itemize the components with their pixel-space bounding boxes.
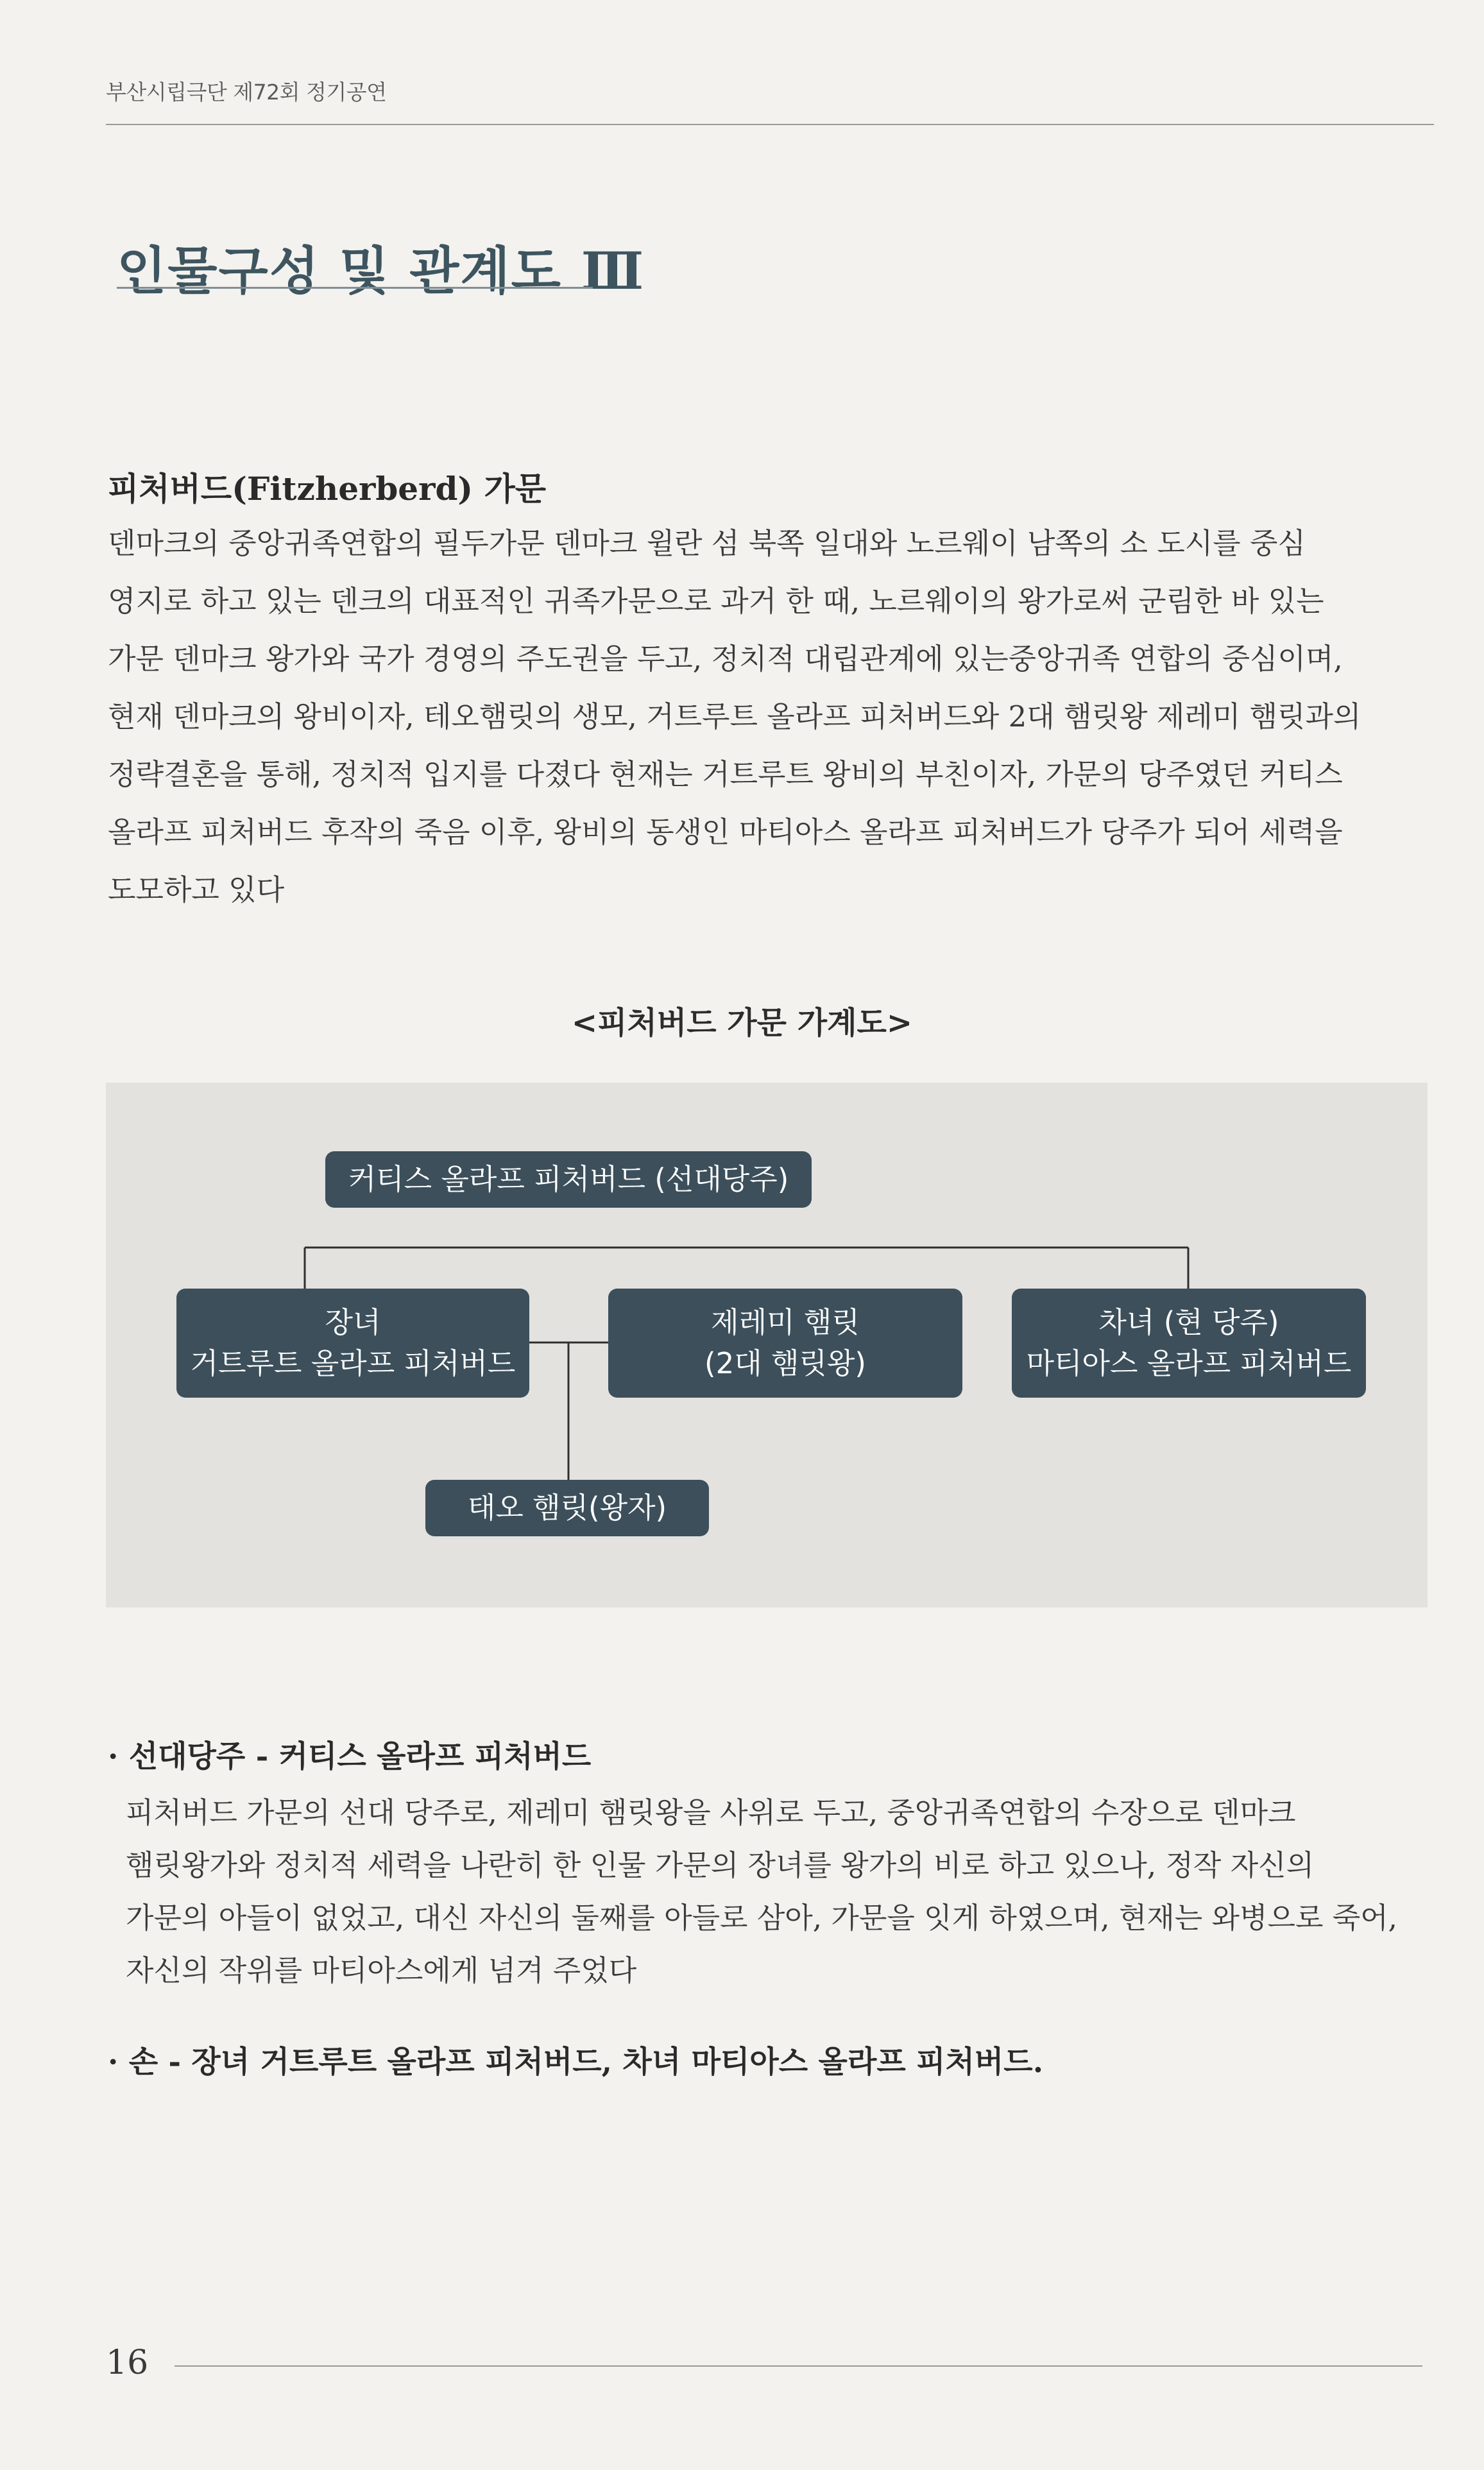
tree-node-second-daughter-line1: 차녀 (현 당주) bbox=[1098, 1305, 1279, 1339]
intro-line: 가문 덴마크 왕가와 국가 경영의 주도권을 두고, 정치적 대립관계에 있는중앙귀족 연합의 중심이며, bbox=[108, 642, 1343, 676]
tree-node-eldest-daughter bbox=[176, 1289, 529, 1398]
children-heading: · 손 - 장녀 거트루트 올라프 피처버드, 차녀 마티아스 올라프 피처버드. bbox=[108, 2045, 1044, 2080]
founder-line: 자신의 작위를 마티아스에게 넘겨 주었다 bbox=[126, 1953, 637, 1987]
intro-line: 도모하고 있다 bbox=[108, 873, 285, 907]
section-title: 인물구성 및 관계도 Ⅲ bbox=[117, 241, 645, 301]
founder-heading: · 선대당주 - 커티스 올라프 피처버드 bbox=[108, 1739, 592, 1774]
tree-node-jeremy bbox=[608, 1289, 962, 1398]
intro-line: 영지로 하고 있는 덴크의 대표적인 귀족가문으로 과거 한 때, 노르웨이의 왕가로써 군림한 바 있는 bbox=[108, 584, 1324, 618]
intro-line: 올라프 피처버드 후작의 죽음 이후, 왕비의 동생인 마티아스 올라프 피처버드가 당주가 되어 세력을 bbox=[108, 815, 1343, 849]
header-rule bbox=[106, 124, 1434, 125]
section-title-underline bbox=[117, 287, 593, 289]
footer-rule bbox=[175, 2365, 1422, 2367]
family-tree-caption: <피처버드 가문 가계도> bbox=[571, 1005, 913, 1041]
tree-node-second-daughter bbox=[1012, 1289, 1366, 1398]
tree-node-theo-label: 태오 햄릿(왕자) bbox=[467, 1491, 667, 1525]
founder-line: 가문의 아들이 없었고, 대신 자신의 둘째를 아들로 삼아, 가문을 잇게 하였으며, 현재는 와병으로 죽어, bbox=[126, 1901, 1397, 1935]
tree-node-jeremy-line2: (2대 햄릿왕) bbox=[704, 1346, 866, 1380]
tree-node-second-daughter-line2: 마티아스 올라프 피처버드 bbox=[1026, 1346, 1352, 1380]
founder-description bbox=[126, 1787, 1428, 1997]
tree-node-founder-label: 커티스 올라프 피처버드 (선대당주) bbox=[348, 1162, 789, 1196]
family-intro-paragraph bbox=[108, 515, 1431, 919]
intro-line: 현재 덴마크의 왕비이자, 테오햄릿의 생모, 거트루트 올라프 피처버드와 2대 햄릿왕 제레미 햄릿과의 bbox=[108, 699, 1361, 733]
tree-node-jeremy-line1: 제레미 햄릿 bbox=[711, 1305, 860, 1339]
page-number: 16 bbox=[106, 2344, 149, 2382]
tree-node-founder bbox=[325, 1151, 812, 1208]
founder-line: 피처버드 가문의 선대 당주로, 제레미 햄릿왕을 사위로 두고, 중앙귀족연합의 수장으로 덴마크 bbox=[126, 1796, 1296, 1830]
tree-node-eldest-daughter-line1: 장녀 bbox=[325, 1305, 381, 1339]
tree-node-eldest-daughter-line2: 거트루트 올라프 피처버드 bbox=[190, 1346, 516, 1380]
intro-line: 정략결혼을 통해, 정치적 입지를 다졌다 현재는 거트루트 왕비의 부친이자, 가문의 당주였던 커티스 bbox=[108, 757, 1343, 791]
intro-line: 덴마크의 중앙귀족연합의 필두가문 덴마크 윌란 섬 북쪽 일대와 노르웨이 남쪽의 소 도시를 중심 bbox=[108, 526, 1306, 560]
family-subhead: 피처버드(Fitzherberd) 가문 bbox=[108, 470, 547, 508]
running-header: 부산시립극단 제72회 정기공연 bbox=[106, 80, 387, 105]
tree-node-theo bbox=[425, 1480, 709, 1536]
founder-line: 햄릿왕가와 정치적 세력을 나란히 한 인물 가문의 장녀를 왕가의 비로 하고 있으나, 정작 자신의 bbox=[126, 1848, 1315, 1882]
family-tree-panel bbox=[106, 1083, 1428, 1608]
